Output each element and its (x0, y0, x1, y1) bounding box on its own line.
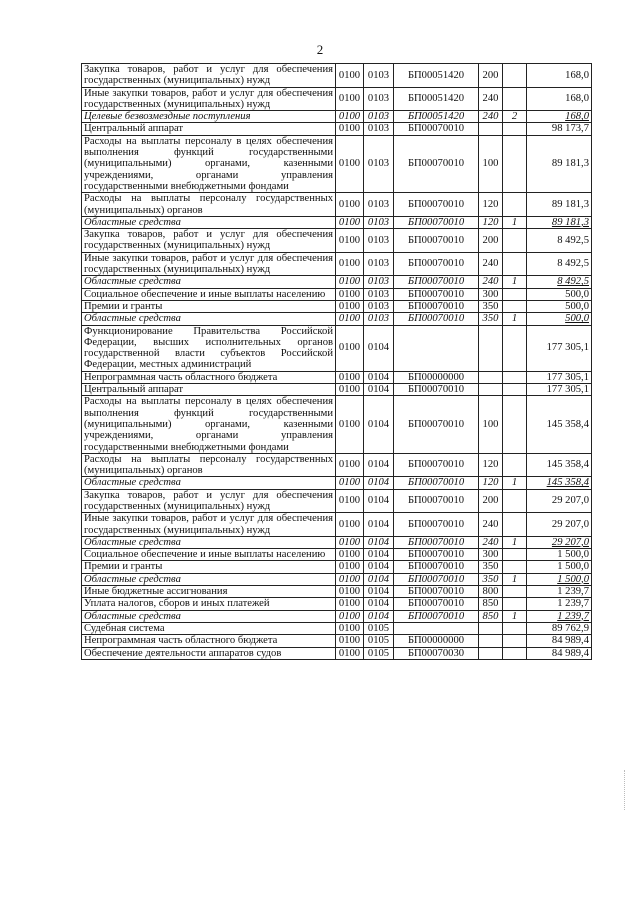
row-name-cell: Уплата налогов, сборов и иных платежей (82, 598, 336, 610)
row-target-article-cell: БП00051420 (394, 87, 479, 111)
row-target-article-cell: БП00070010 (394, 384, 479, 396)
row-name-cell: Закупка товаров, работ и услуг для обеспечения государственных (муниципальных) нужд (82, 229, 336, 253)
row-amount-cell: 89 181,3 (527, 193, 592, 217)
row-expense-type-cell: 240 (479, 111, 503, 123)
table-row (82, 64, 592, 88)
row-amount-cell: 29 207,0 (527, 513, 592, 537)
row-expense-type-cell (479, 325, 503, 371)
row-target-article-cell: БП00070010 (394, 586, 479, 598)
row-source-cell (503, 64, 527, 88)
row-expense-type-cell: 350 (479, 561, 503, 573)
row-amount-cell: 1 500,0 (527, 573, 592, 585)
row-target-article-cell: БП00070010 (394, 573, 479, 585)
row-name-cell: Областные средства (82, 216, 336, 228)
row-name-cell: Премии и гранты (82, 561, 336, 573)
row-name-cell: Иные закупки товаров, работ и услуг для обеспечения государственных (муниципальных) нужд (82, 87, 336, 111)
row-section-cell: 0100 (336, 513, 364, 537)
row-amount-cell: 8 492,5 (527, 276, 592, 288)
row-amount-cell: 168,0 (527, 87, 592, 111)
row-amount-cell: 29 207,0 (527, 536, 592, 548)
table-row (82, 598, 592, 610)
row-source-cell (503, 561, 527, 573)
table-row (82, 216, 592, 228)
row-amount-cell: 29 207,0 (527, 489, 592, 513)
row-subsection-cell: 0103 (364, 313, 394, 325)
row-name-cell: Иные бюджетные ассигнования (82, 586, 336, 598)
row-amount-cell: 1 239,7 (527, 610, 592, 622)
row-subsection-cell: 0103 (364, 288, 394, 300)
table-row (82, 276, 592, 288)
row-amount-cell: 168,0 (527, 111, 592, 123)
row-name-cell: Закупка товаров, работ и услуг для обеспечения государственных (муниципальных) нужд (82, 489, 336, 513)
row-subsection-cell: 0104 (364, 325, 394, 371)
row-source-cell (503, 371, 527, 383)
row-source-cell: 1 (503, 477, 527, 489)
row-target-article-cell: БП00070010 (394, 453, 479, 477)
table-row (82, 561, 592, 573)
row-subsection-cell: 0103 (364, 135, 394, 192)
row-subsection-cell: 0104 (364, 477, 394, 489)
row-expense-type-cell (479, 622, 503, 634)
row-section-cell: 0100 (336, 610, 364, 622)
table-row (82, 635, 592, 647)
row-target-article-cell (394, 325, 479, 371)
row-target-article-cell: БП00070010 (394, 313, 479, 325)
row-subsection-cell: 0103 (364, 193, 394, 217)
row-name-cell: Функционирование Правительства Российской Федерации, высших исполнительных органов государственной власти субъектов Российской Федерации, местных администраций (82, 325, 336, 371)
row-expense-type-cell (479, 371, 503, 383)
row-target-article-cell: БП00070010 (394, 513, 479, 537)
row-subsection-cell: 0105 (364, 635, 394, 647)
row-source-cell: 1 (503, 276, 527, 288)
row-target-article-cell (394, 622, 479, 634)
row-section-cell: 0100 (336, 453, 364, 477)
row-source-cell (503, 229, 527, 253)
margin-mark (624, 770, 626, 810)
row-amount-cell: 1 500,0 (527, 561, 592, 573)
row-source-cell (503, 252, 527, 276)
row-name-cell: Областные средства (82, 573, 336, 585)
row-target-article-cell: БП00070010 (394, 123, 479, 135)
row-expense-type-cell: 200 (479, 229, 503, 253)
row-expense-type-cell: 200 (479, 64, 503, 88)
row-source-cell (503, 489, 527, 513)
row-source-cell (503, 396, 527, 453)
row-amount-cell: 500,0 (527, 300, 592, 312)
row-name-cell: Премии и гранты (82, 300, 336, 312)
row-expense-type-cell: 300 (479, 549, 503, 561)
row-target-article-cell: БП00051420 (394, 111, 479, 123)
row-section-cell: 0100 (336, 549, 364, 561)
row-section-cell: 0100 (336, 276, 364, 288)
row-expense-type-cell: 240 (479, 513, 503, 537)
row-subsection-cell: 0103 (364, 87, 394, 111)
row-expense-type-cell: 850 (479, 610, 503, 622)
row-source-cell (503, 622, 527, 634)
row-section-cell: 0100 (336, 477, 364, 489)
row-section-cell: 0100 (336, 536, 364, 548)
row-name-cell: Центральный аппарат (82, 123, 336, 135)
row-section-cell: 0100 (336, 384, 364, 396)
row-expense-type-cell: 350 (479, 313, 503, 325)
table-row (82, 573, 592, 585)
row-section-cell: 0100 (336, 489, 364, 513)
row-amount-cell: 8 492,5 (527, 229, 592, 253)
row-subsection-cell: 0104 (364, 371, 394, 383)
row-target-article-cell: БП00070010 (394, 561, 479, 573)
row-target-article-cell: БП00070010 (394, 489, 479, 513)
row-subsection-cell: 0104 (364, 396, 394, 453)
table-row (82, 489, 592, 513)
row-subsection-cell: 0104 (364, 489, 394, 513)
row-source-cell (503, 647, 527, 659)
row-expense-type-cell: 350 (479, 300, 503, 312)
row-subsection-cell: 0104 (364, 453, 394, 477)
row-section-cell: 0100 (336, 288, 364, 300)
row-name-cell: Социальное обеспечение и иные выплаты населению (82, 288, 336, 300)
row-section-cell: 0100 (336, 300, 364, 312)
table-row (82, 647, 592, 659)
row-amount-cell: 145 358,4 (527, 453, 592, 477)
row-name-cell: Расходы на выплаты персоналу в целях обеспечения выполнения функций государственными (муниципальными) органами, казенными учреждениями, органами управления государственными внебюджетными фондами (82, 135, 336, 192)
row-name-cell: Иные закупки товаров, работ и услуг для обеспечения государственных (муниципальных) нужд (82, 513, 336, 537)
row-target-article-cell: БП00070010 (394, 536, 479, 548)
row-source-cell (503, 135, 527, 192)
row-target-article-cell: БП00070030 (394, 647, 479, 659)
row-target-article-cell: БП00070010 (394, 300, 479, 312)
row-section-cell: 0100 (336, 396, 364, 453)
table-row (82, 313, 592, 325)
row-expense-type-cell (479, 123, 503, 135)
table-row (82, 586, 592, 598)
row-section-cell: 0100 (336, 216, 364, 228)
row-target-article-cell: БП00070010 (394, 477, 479, 489)
row-source-cell: 1 (503, 610, 527, 622)
row-subsection-cell: 0105 (364, 622, 394, 634)
row-subsection-cell: 0103 (364, 300, 394, 312)
row-expense-type-cell: 240 (479, 536, 503, 548)
row-amount-cell: 177 305,1 (527, 371, 592, 383)
row-amount-cell: 177 305,1 (527, 325, 592, 371)
row-section-cell: 0100 (336, 371, 364, 383)
row-source-cell (503, 123, 527, 135)
row-amount-cell: 89 181,3 (527, 216, 592, 228)
table-row (82, 300, 592, 312)
row-amount-cell: 145 358,4 (527, 396, 592, 453)
row-amount-cell: 8 492,5 (527, 252, 592, 276)
row-amount-cell: 168,0 (527, 64, 592, 88)
row-target-article-cell: БП00070010 (394, 229, 479, 253)
row-amount-cell: 1 239,7 (527, 586, 592, 598)
row-name-cell: Центральный аппарат (82, 384, 336, 396)
table-row (82, 252, 592, 276)
row-expense-type-cell: 100 (479, 135, 503, 192)
row-section-cell: 0100 (336, 135, 364, 192)
table-row (82, 229, 592, 253)
table-row (82, 288, 592, 300)
row-name-cell: Областные средства (82, 610, 336, 622)
row-target-article-cell: БП00070010 (394, 135, 479, 192)
row-source-cell (503, 598, 527, 610)
row-source-cell (503, 549, 527, 561)
row-expense-type-cell: 300 (479, 288, 503, 300)
row-subsection-cell: 0104 (364, 513, 394, 537)
row-expense-type-cell (479, 384, 503, 396)
row-source-cell: 1 (503, 313, 527, 325)
row-section-cell: 0100 (336, 598, 364, 610)
row-name-cell: Целевые безвозмездные поступления (82, 111, 336, 123)
row-target-article-cell: БП00070010 (394, 288, 479, 300)
row-amount-cell: 1 500,0 (527, 549, 592, 561)
row-name-cell: Иные закупки товаров, работ и услуг для обеспечения государственных (муниципальных) нужд (82, 252, 336, 276)
row-source-cell (503, 586, 527, 598)
row-target-article-cell: БП00070010 (394, 549, 479, 561)
row-source-cell (503, 300, 527, 312)
row-expense-type-cell: 120 (479, 193, 503, 217)
row-section-cell: 0100 (336, 229, 364, 253)
row-expense-type-cell: 100 (479, 396, 503, 453)
page-number: 2 (316, 42, 324, 57)
row-amount-cell: 89 181,3 (527, 135, 592, 192)
row-source-cell (503, 193, 527, 217)
row-amount-cell: 177 305,1 (527, 384, 592, 396)
row-subsection-cell: 0103 (364, 276, 394, 288)
row-name-cell: Закупка товаров, работ и услуг для обеспечения государственных (муниципальных) нужд (82, 64, 336, 88)
budget-table (81, 63, 592, 660)
row-amount-cell: 84 989,4 (527, 635, 592, 647)
row-target-article-cell: БП00070010 (394, 598, 479, 610)
row-subsection-cell: 0104 (364, 384, 394, 396)
row-section-cell: 0100 (336, 573, 364, 585)
table-row (82, 513, 592, 537)
table-row (82, 453, 592, 477)
row-subsection-cell: 0103 (364, 252, 394, 276)
table-row (82, 123, 592, 135)
row-name-cell: Областные средства (82, 313, 336, 325)
row-source-cell (503, 384, 527, 396)
row-subsection-cell: 0104 (364, 586, 394, 598)
row-name-cell: Непрограммная часть областного бюджета (82, 635, 336, 647)
row-section-cell: 0100 (336, 325, 364, 371)
table-row (82, 536, 592, 548)
row-target-article-cell: БП00070010 (394, 610, 479, 622)
row-section-cell: 0100 (336, 561, 364, 573)
row-target-article-cell: БП00070010 (394, 276, 479, 288)
row-section-cell: 0100 (336, 622, 364, 634)
row-section-cell: 0100 (336, 635, 364, 647)
table-row (82, 384, 592, 396)
row-section-cell: 0100 (336, 586, 364, 598)
row-source-cell (503, 635, 527, 647)
table-row (82, 610, 592, 622)
row-source-cell (503, 325, 527, 371)
row-expense-type-cell (479, 635, 503, 647)
row-expense-type-cell: 240 (479, 252, 503, 276)
row-source-cell (503, 453, 527, 477)
row-section-cell: 0100 (336, 313, 364, 325)
row-section-cell: 0100 (336, 193, 364, 217)
row-source-cell: 1 (503, 536, 527, 548)
row-subsection-cell: 0103 (364, 64, 394, 88)
row-amount-cell: 98 173,7 (527, 123, 592, 135)
row-target-article-cell: БП00070010 (394, 216, 479, 228)
row-subsection-cell: 0103 (364, 229, 394, 253)
budget-table-body (82, 64, 592, 660)
row-amount-cell: 145 358,4 (527, 477, 592, 489)
table-row (82, 111, 592, 123)
row-source-cell (503, 288, 527, 300)
row-name-cell: Расходы на выплаты персоналу государственных (муниципальных) органов (82, 453, 336, 477)
row-subsection-cell: 0103 (364, 216, 394, 228)
row-expense-type-cell: 120 (479, 477, 503, 489)
table-row (82, 622, 592, 634)
table-row (82, 477, 592, 489)
row-target-article-cell: БП00051420 (394, 64, 479, 88)
row-name-cell: Областные средства (82, 536, 336, 548)
row-target-article-cell: БП00000000 (394, 635, 479, 647)
row-source-cell (503, 87, 527, 111)
row-name-cell: Областные средства (82, 477, 336, 489)
row-expense-type-cell: 120 (479, 453, 503, 477)
row-expense-type-cell: 240 (479, 276, 503, 288)
row-name-cell: Областные средства (82, 276, 336, 288)
row-expense-type-cell: 800 (479, 586, 503, 598)
row-section-cell: 0100 (336, 111, 364, 123)
row-source-cell: 2 (503, 111, 527, 123)
row-amount-cell: 500,0 (527, 313, 592, 325)
row-target-article-cell: БП00070010 (394, 252, 479, 276)
row-subsection-cell: 0104 (364, 598, 394, 610)
row-name-cell: Непрограммная часть областного бюджета (82, 371, 336, 383)
row-source-cell: 1 (503, 573, 527, 585)
row-subsection-cell: 0104 (364, 610, 394, 622)
row-section-cell: 0100 (336, 252, 364, 276)
row-expense-type-cell: 850 (479, 598, 503, 610)
row-subsection-cell: 0103 (364, 111, 394, 123)
row-subsection-cell: 0104 (364, 561, 394, 573)
table-row (82, 325, 592, 371)
row-subsection-cell: 0104 (364, 549, 394, 561)
row-section-cell: 0100 (336, 647, 364, 659)
row-expense-type-cell: 120 (479, 216, 503, 228)
table-row (82, 396, 592, 453)
row-target-article-cell: БП00070010 (394, 193, 479, 217)
row-amount-cell: 500,0 (527, 288, 592, 300)
row-subsection-cell: 0104 (364, 536, 394, 548)
row-expense-type-cell: 240 (479, 87, 503, 111)
row-subsection-cell: 0104 (364, 573, 394, 585)
row-subsection-cell: 0103 (364, 123, 394, 135)
row-section-cell: 0100 (336, 123, 364, 135)
table-row (82, 135, 592, 192)
row-amount-cell: 1 239,7 (527, 598, 592, 610)
row-name-cell: Расходы на выплаты персоналу в целях обеспечения выполнения функций государственными (муниципальными) органами, казенными учреждениями, органами управления государственными внебюджетными фондами (82, 396, 336, 453)
row-target-article-cell: БП00000000 (394, 371, 479, 383)
table-row (82, 87, 592, 111)
row-section-cell: 0100 (336, 64, 364, 88)
row-source-cell: 1 (503, 216, 527, 228)
row-name-cell: Обеспечение деятельности аппаратов судов (82, 647, 336, 659)
row-expense-type-cell: 350 (479, 573, 503, 585)
row-expense-type-cell: 200 (479, 489, 503, 513)
row-amount-cell: 84 989,4 (527, 647, 592, 659)
row-name-cell: Социальное обеспечение и иные выплаты населению (82, 549, 336, 561)
table-row (82, 193, 592, 217)
row-section-cell: 0100 (336, 87, 364, 111)
row-expense-type-cell (479, 647, 503, 659)
row-name-cell: Расходы на выплаты персоналу государственных (муниципальных) органов (82, 193, 336, 217)
row-source-cell (503, 513, 527, 537)
table-row (82, 549, 592, 561)
table-row (82, 371, 592, 383)
row-amount-cell: 89 762,9 (527, 622, 592, 634)
row-subsection-cell: 0105 (364, 647, 394, 659)
row-target-article-cell: БП00070010 (394, 396, 479, 453)
row-name-cell: Судебная система (82, 622, 336, 634)
